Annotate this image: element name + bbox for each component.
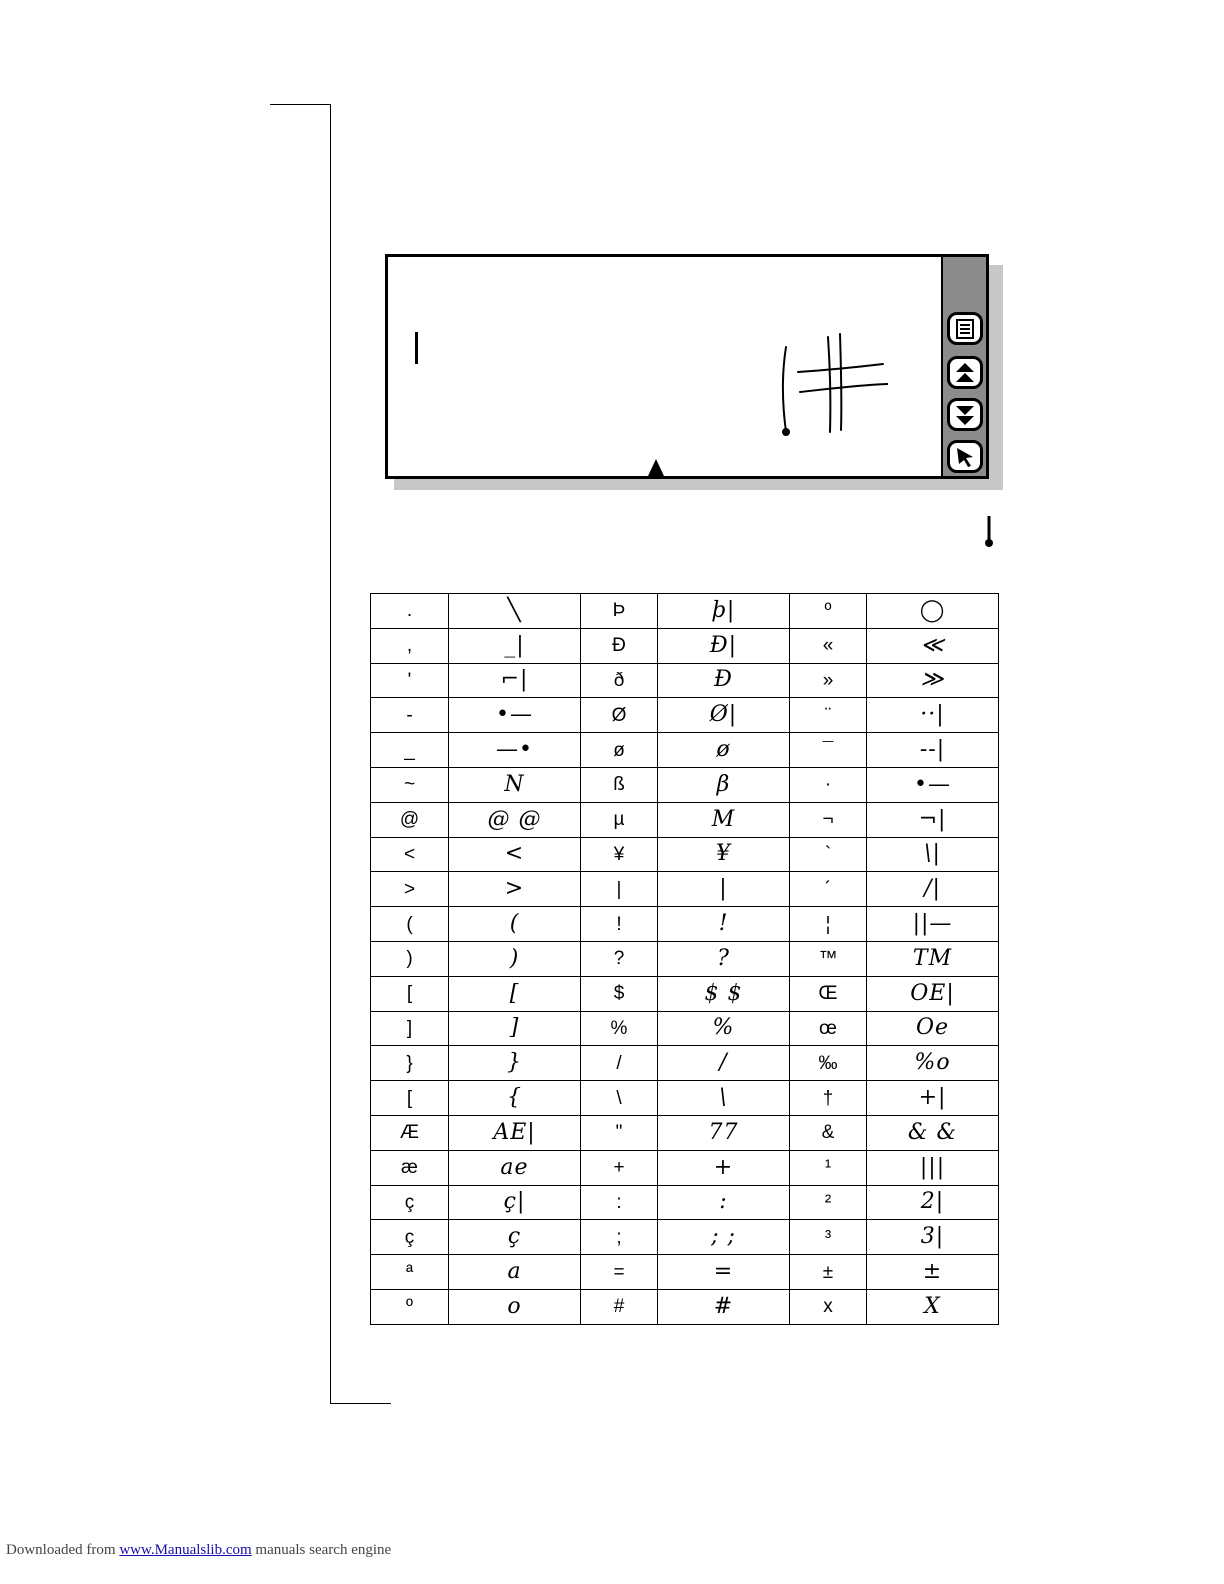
stroke-pattern-cell: ae: [449, 1150, 581, 1185]
stroke-pattern-cell: +|: [867, 1081, 999, 1116]
stroke-pattern-cell: 2|: [867, 1185, 999, 1220]
table-row: [371, 767, 999, 802]
stroke-pattern-cell: ]: [449, 1011, 581, 1046]
character-cell: ¹: [790, 1150, 867, 1185]
footer-text: [6, 1542, 391, 1559]
stroke-pattern-cell: {: [449, 1081, 581, 1116]
table-row: [371, 1185, 999, 1220]
table-row: [371, 872, 999, 907]
character-cell: †: [790, 1081, 867, 1116]
stroke-pattern-cell: ¥: [658, 837, 790, 872]
stroke-pattern-cell: ≪: [867, 628, 999, 663]
table-row: [371, 1150, 999, 1185]
stroke-pattern-cell: #: [658, 1289, 790, 1324]
stroke-pattern-cell: \: [658, 1081, 790, 1116]
stroke-pattern-cell: 77: [658, 1115, 790, 1150]
character-cell: .: [371, 594, 449, 629]
character-cell: æ: [371, 1150, 449, 1185]
stroke-pattern-cell: AE|: [449, 1115, 581, 1150]
stroke-pattern-cell: /|: [867, 872, 999, 907]
character-cell: !: [581, 907, 658, 942]
character-stroke-table: [370, 593, 999, 1325]
stroke-pattern-cell: >: [449, 872, 581, 907]
character-cell: »: [790, 663, 867, 698]
character-cell: `: [790, 837, 867, 872]
caret-up-icon: [646, 457, 666, 482]
stroke-pattern-cell: & &: [867, 1115, 999, 1150]
stroke-pattern-cell: (: [449, 907, 581, 942]
stroke-pattern-cell: !: [658, 907, 790, 942]
table-row: [371, 1255, 999, 1290]
stroke-pattern-cell: X: [867, 1289, 999, 1324]
character-cell: ²: [790, 1185, 867, 1220]
stroke-pattern-cell: %: [658, 1011, 790, 1046]
stroke-pattern-cell: •—: [449, 698, 581, 733]
stroke-pattern-cell: _|: [449, 628, 581, 663]
handwriting-screen[interactable]: [385, 254, 989, 479]
character-cell: ): [371, 941, 449, 976]
footer-prefix: Downloaded from: [6, 1542, 116, 1558]
character-cell: $: [581, 976, 658, 1011]
stroke-pattern-cell: +: [658, 1150, 790, 1185]
character-cell: =: [581, 1255, 658, 1290]
scroll-down-icon: [954, 404, 976, 426]
character-cell: ¯: [790, 733, 867, 768]
character-cell: @: [371, 802, 449, 837]
character-cell: &: [790, 1115, 867, 1150]
character-cell: ¥: [581, 837, 658, 872]
stroke-pattern-cell: ±: [867, 1255, 999, 1290]
character-cell: µ: [581, 802, 658, 837]
scroll-down-button[interactable]: [947, 398, 983, 431]
stroke-pattern-cell: ◯: [867, 594, 999, 629]
character-cell: +: [581, 1150, 658, 1185]
character-cell: Þ: [581, 594, 658, 629]
character-cell: /: [581, 1046, 658, 1081]
character-cell: ±: [790, 1255, 867, 1290]
character-cell: %: [581, 1011, 658, 1046]
stroke-pattern-cell: }: [449, 1046, 581, 1081]
stroke-pattern-cell: —•: [449, 733, 581, 768]
stroke-pattern-cell: ç: [449, 1220, 581, 1255]
character-cell: Ø: [581, 698, 658, 733]
table-row: [371, 628, 999, 663]
table-row: [371, 1289, 999, 1324]
stroke-pattern-cell: ø: [658, 733, 790, 768]
table-row: [371, 941, 999, 976]
pointer-button[interactable]: [947, 440, 983, 473]
character-cell: ´: [790, 872, 867, 907]
table-row: [371, 1115, 999, 1150]
stroke-pattern-cell: Ð|: [658, 628, 790, 663]
stroke-pattern-cell: Oe: [867, 1011, 999, 1046]
stroke-pattern-cell: |: [658, 872, 790, 907]
stroke-pattern-cell: •—: [867, 767, 999, 802]
stroke-pattern-cell: ⌐|: [449, 663, 581, 698]
stroke-pattern-cell: %o: [867, 1046, 999, 1081]
character-cell: [: [371, 976, 449, 1011]
margin-bracket-bottom: [330, 1403, 391, 1404]
table-row: [371, 698, 999, 733]
footer-suffix: manuals search engine: [255, 1542, 392, 1558]
stroke-pattern-cell: ç|: [449, 1185, 581, 1220]
stroke-pattern-cell: Ø|: [658, 698, 790, 733]
character-cell: º: [790, 594, 867, 629]
character-cell: #: [581, 1289, 658, 1324]
character-cell: ~: [371, 767, 449, 802]
table-row: [371, 1011, 999, 1046]
character-cell: º: [371, 1289, 449, 1324]
character-cell: <: [371, 837, 449, 872]
scroll-up-icon: [954, 362, 976, 384]
character-cell: ¬: [790, 802, 867, 837]
character-cell: Đ: [581, 628, 658, 663]
character-cell: x: [790, 1289, 867, 1324]
menu-icon: [955, 318, 975, 340]
stroke-pattern-cell: [: [449, 976, 581, 1011]
stroke-pattern-cell: |||: [867, 1150, 999, 1185]
character-cell: ø: [581, 733, 658, 768]
table-row: [371, 837, 999, 872]
character-cell: ¦: [790, 907, 867, 942]
character-cell: ß: [581, 767, 658, 802]
pen-start-mark: [982, 515, 996, 554]
stroke-pattern-cell: ; ;: [658, 1220, 790, 1255]
table-row: [371, 1220, 999, 1255]
character-cell: «: [790, 628, 867, 663]
stroke-pattern-cell: ··|: [867, 698, 999, 733]
table-row: [371, 907, 999, 942]
character-cell: ¨: [790, 698, 867, 733]
scroll-up-button[interactable]: [947, 356, 983, 389]
character-cell: (: [371, 907, 449, 942]
table-row: [371, 1081, 999, 1116]
character-cell: ]: [371, 1011, 449, 1046]
character-cell: ·: [790, 767, 867, 802]
arrow-pointer-icon: [954, 446, 976, 468]
stroke-pattern-cell: Ð: [658, 663, 790, 698]
table-row: [371, 733, 999, 768]
character-cell: ": [581, 1115, 658, 1150]
stroke-pattern-cell: <: [449, 837, 581, 872]
character-cell: \: [581, 1081, 658, 1116]
character-cell: }: [371, 1046, 449, 1081]
stroke-pattern-cell: =: [658, 1255, 790, 1290]
stroke-pattern-cell: ): [449, 941, 581, 976]
character-cell: ‰: [790, 1046, 867, 1081]
margin-bracket-vertical: [330, 104, 331, 1404]
character-cell: >: [371, 872, 449, 907]
stroke-pattern-cell: ≫: [867, 663, 999, 698]
character-cell: ;: [581, 1220, 658, 1255]
character-cell: :: [581, 1185, 658, 1220]
character-cell: ç: [371, 1185, 449, 1220]
stroke-pattern-cell: /: [658, 1046, 790, 1081]
character-cell: |: [581, 872, 658, 907]
stroke-pattern-cell: ||—: [867, 907, 999, 942]
stroke-pattern-cell: o: [449, 1289, 581, 1324]
stroke-pattern-cell: β: [658, 767, 790, 802]
stroke-pattern-cell: @ @: [449, 802, 581, 837]
manualslib-link[interactable]: www.Manualslib.com: [119, 1542, 252, 1558]
character-cell: ': [371, 663, 449, 698]
stroke-pattern-cell: ¬|: [867, 802, 999, 837]
stroke-pattern-cell: --|: [867, 733, 999, 768]
stroke-pattern-cell: ╲: [449, 594, 581, 629]
table-row: [371, 976, 999, 1011]
character-cell: ?: [581, 941, 658, 976]
character-cell: ª: [371, 1255, 449, 1290]
character-cell: [: [371, 1081, 449, 1116]
stroke-pattern-cell: $ $: [658, 976, 790, 1011]
character-cell: ³: [790, 1220, 867, 1255]
stroke-pattern-cell: :: [658, 1185, 790, 1220]
character-cell: ç: [371, 1220, 449, 1255]
character-cell: Œ: [790, 976, 867, 1011]
character-cell: œ: [790, 1011, 867, 1046]
screen-scrollbar[interactable]: [941, 257, 986, 476]
stroke-pattern-cell: ?: [658, 941, 790, 976]
character-cell: ™: [790, 941, 867, 976]
table-row: [371, 1046, 999, 1081]
table-row: [371, 802, 999, 837]
stroke-pattern-cell: M: [658, 802, 790, 837]
text-cursor: [415, 332, 418, 364]
character-cell: ð: [581, 663, 658, 698]
stroke-pattern-cell: TM: [867, 941, 999, 976]
table-row: [371, 663, 999, 698]
stroke-pattern-cell: a: [449, 1255, 581, 1290]
handwritten-hash-ink: [778, 332, 888, 447]
character-cell: Æ: [371, 1115, 449, 1150]
stroke-pattern-cell: þ|: [658, 594, 790, 629]
menu-button[interactable]: [947, 312, 983, 345]
stroke-pattern-cell: \|: [867, 837, 999, 872]
character-cell: -: [371, 698, 449, 733]
margin-bracket-top: [270, 104, 331, 105]
character-cell: _: [371, 733, 449, 768]
character-cell: ,: [371, 628, 449, 663]
stroke-pattern-cell: N: [449, 767, 581, 802]
table-row: [371, 594, 999, 629]
stroke-pattern-cell: 3|: [867, 1220, 999, 1255]
stroke-pattern-cell: OE|: [867, 976, 999, 1011]
